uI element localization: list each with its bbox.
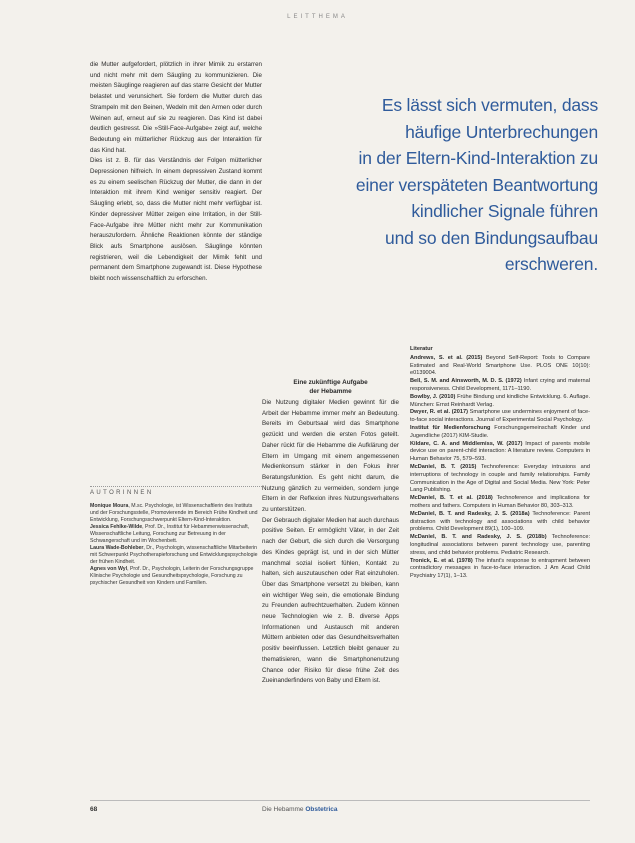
reference-text: The infant's response to entrapment between contradictory messages in face-to-face interaction. J Am Acad Child Psychiatry 17(1), 1–13. <box>410 557 590 580</box>
authors-divider <box>90 486 262 487</box>
section-heading <box>262 378 399 396</box>
reference-author: Bowlby, J. (2010) <box>410 393 456 400</box>
reference-entry <box>410 425 590 441</box>
author-name: Agnes von Wyl <box>90 566 128 572</box>
reference-entry <box>410 378 590 394</box>
body-paragraph: Dies ist z. B. für das Verständnis der Folgen mütterlicher Depressionen hilfreich. In einem depressiven Zustand kommt es zu einem seelischen Rückzug der Mutter, die dann in der Interaktion mit ihrem Kind weniger sensitiv reagiert. Der Säugling erlebt, so, dass die Mutter nicht mehr verfügbar ist. Kinder depressiver Mütter zeigen eine Irritation, in der Still-Face-Aufgabe ihre Mütter nicht mehr zur Kommunikation herauszufordern. Ähnliche Reaktionen könnte der ständige Blick aufs Smartphone auslösen. Säuglinge könnten registrieren, weil die Lebendigkeit der Mimik fehlt und permanent dem Smartphone zugewandt ist. Diese Hypothese bleibt noch wissenschaftlich zu erforschen. <box>90 157 262 283</box>
reference-text: Technoference: Parent distraction with technology and associations with child behavior problems. Child Development 89(1), 100–109. <box>410 510 590 533</box>
footer-divider <box>90 800 590 801</box>
reference-text: Technoference and implications for mothers and fathers. Computers in Human Behavior 80, 303–313. <box>410 495 590 509</box>
reference-text: Infant crying and maternal responsiveness. Child Development, 1171–1190. <box>410 378 590 392</box>
author-name: Jessica Fehlke-Wilde <box>90 524 143 530</box>
author-bio: , M.sc. Psychologie, ist Wissenschaftlerin des Instituts und der Forschungsstelle, Promovierende im Bereich Frühe Kindheit und Entwicklung, Forschungsschwerpunkt Eltern-Kind-Interaktion. <box>90 503 258 523</box>
pull-quote-line: kindlicher Signale führen <box>411 201 598 221</box>
reference-text: Technoference: Everyday intrusions and interruptions of technology in couple and family relationships. Family Communication in the Age of Digital and Social Media. New York: Peter Lang Publishing. <box>410 463 590 494</box>
middle-column <box>262 378 399 687</box>
section-heading-line: der Hebamme <box>309 388 352 395</box>
reference-author: Dwyer, R. et al. (2017) <box>410 409 468 416</box>
author-bio: , Prof. Dr., Psychologin, Leiterin der Forschungsgruppe Klinische Psychologie und Gesundheitspsychologie, Forschung zu psychischer Gesundheit von Kindern und Familien. <box>90 566 254 586</box>
reference-author: Bell, S. M. and Ainsworth, M. D. S. (1972) <box>410 378 522 385</box>
pull-quote-line: Es lässt sich vermuten, dass <box>381 95 598 115</box>
reference-author: McDaniel, B. T. (2015) <box>410 463 477 470</box>
reference-text: Forschungsgemeinschaft Kinder und Jugendliche (2017) KIM-Studie. <box>410 424 590 439</box>
author-bio: , Dr., Psychologin, wissenschaftliche Mitarbeiterin mit Schwerpunkt Psychotherapieforschung und Entwicklungspsychologie der frühen Kindheit. <box>90 545 258 565</box>
journal-brand: Obstetrica <box>305 806 338 813</box>
pull-quote-line: in der Eltern-Kind-Interaktion zu <box>358 148 598 168</box>
pull-quote-line: erschweren. <box>504 254 598 274</box>
authors-heading: AUTORINNEN <box>90 490 154 496</box>
author-entry <box>90 503 262 524</box>
pull-quote-line: häufige Unterbrechungen <box>405 121 598 142</box>
literature-heading: Literatur <box>410 346 433 352</box>
body-paragraph: die Mutter aufgefordert, plötzlich in ihrer Mimik zu erstarren und nicht mehr mit dem Säugling zu kommunizieren. Die meisten Säuglinge reagieren auf das starre Gesicht der Mutter belastet und verunsichert. Sie fordern die Mutter durch das Strampeln mit den Beinen, Wedeln mit den Armen oder durch Weinen auf, erneut auf sie zu reagieren. Das Kind ist dabei deutlich gestresst. Die »Still-Face-Aufgabe« zeigt auf, welche Bedeutung ein mütterlicher Rückzug aus der Interaktion für das Kind hat. <box>90 61 262 154</box>
reference-text: Smartphone use undermines enjoyment of face-to-face social interactions. Journal of Experimental Social Psychology. <box>410 409 590 424</box>
journal-prefix: Die Hebamme <box>262 806 304 813</box>
reference-entry <box>410 511 590 534</box>
reference-author: McDaniel, B. T. and Radesky, J. S. (2018b) <box>410 534 547 541</box>
author-name: Laura Wade-Bohleber <box>90 545 144 551</box>
reference-author: Andrews, S. et al. (2015) <box>410 354 483 361</box>
reference-entry <box>410 495 590 511</box>
reference-author: Kildare, C. A. and Middlemiss, W. (2017) <box>410 440 523 447</box>
reference-text: Impact of parents mobile device use on parent-child interaction: A literature review. Computers in Human Behavior 75, 579–593. <box>410 440 590 463</box>
left-column <box>90 60 262 285</box>
reference-author: McDaniel, B. T. et al. (2018) <box>410 495 493 502</box>
reference-entry <box>410 464 590 495</box>
author-entry <box>90 545 262 566</box>
reference-entry <box>410 558 590 581</box>
section-heading-line: Eine zukünftige Aufgabe <box>293 379 368 386</box>
reference-author: Tronick, E. et al. (1978) <box>410 557 473 564</box>
running-head: LEITTHEMA <box>287 14 348 20</box>
reference-text: Beyond Self-Report: Tools to Compare Estimated and Real-World Smartphone Use. PLOS ONE 10(10): e0139004. <box>410 354 590 377</box>
reference-text: Technoference: longitudinal associations between parent technology use, parenting stress, and child behavior problems. Pediatric Research. <box>410 534 590 556</box>
reference-author: McDaniel, B. T. and Radesky, J. S. (2018a) <box>410 510 530 517</box>
literature-column <box>410 346 590 581</box>
author-entry <box>90 566 262 587</box>
body-paragraph: Die Nutzung digitaler Medien gewinnt für die Arbeit der Hebamme immer mehr an Bedeutung. Bereits im Geburtsaal wird das Smartphone gezückt und werden die ersten Fotos geteilt. Daher rückt für die Hebamme die Aufklärung der Eltern im Umgang mit einem angemessenen Medienkonsum stärker in den Fokus ihrer Beratungsfunktion. Es geht nicht darum, die Nutzung gänzlich zu vermeiden, sondern junge Eltern in der Reflexion ihres Nutzungsverhaltens zu unterstützen. <box>262 399 399 514</box>
reference-entry <box>410 534 590 557</box>
reference-author: Institut für Medienforschung <box>410 424 491 431</box>
body-paragraph: Der Gebrauch digitaler Medien hat auch durchaus positive Seiten. Er ermöglicht Väter, in der Zeit nach der Geburt, die sich durch die Versorgung des Kindes geprägt ist, und in der sich Mütter manchmal sozial isoliert fühlen, Kontakt zu halten, sich auszutauschen oder Rat einzuholen. Über das Smartphone versetzt zu bleiben, kann ein wichtiger Weg sein, die emotionale Bindung zu Freunden aufrechtzuerhalten. Zudem können neue Technologien wie z. B. diverse Apps Informationen und Austausch mit anderen Müttern anbieten oder das Gesundheitsverhalten positiv beeinflussen. Letztlich bleibt genauer zu thematisieren, wann die Smartphonenutzung Chance oder Risiko für diese frühe Zeit des Zueinanderfindens von Baby und Eltern ist. <box>262 516 399 685</box>
author-entry <box>90 524 262 545</box>
reference-entry <box>410 394 590 410</box>
author-bio: , Prof. Dr., Institut für Hebammenwissenschaft, Wissenschaftliche Leitung, Forschung zur Betreuung in der Schwangerschaft und im Wochenbett. <box>90 524 250 544</box>
authors-list <box>90 503 262 587</box>
journal-name <box>262 806 338 813</box>
reference-text: Frühe Bindung und kindliche Entwicklung. 6. Auflage. München: Ernst Reinhardt Verlag. <box>410 393 590 408</box>
pull-quote-line: einer verspäteten Beantwortung <box>355 174 598 195</box>
page-number: 68 <box>90 806 98 813</box>
reference-entry <box>410 409 590 425</box>
author-name: Monique Moura <box>90 503 129 509</box>
reference-entry <box>410 441 590 464</box>
reference-entry <box>410 355 590 378</box>
pull-quote <box>298 92 598 278</box>
pull-quote-line: und so den Bindungsaufbau <box>385 227 598 248</box>
